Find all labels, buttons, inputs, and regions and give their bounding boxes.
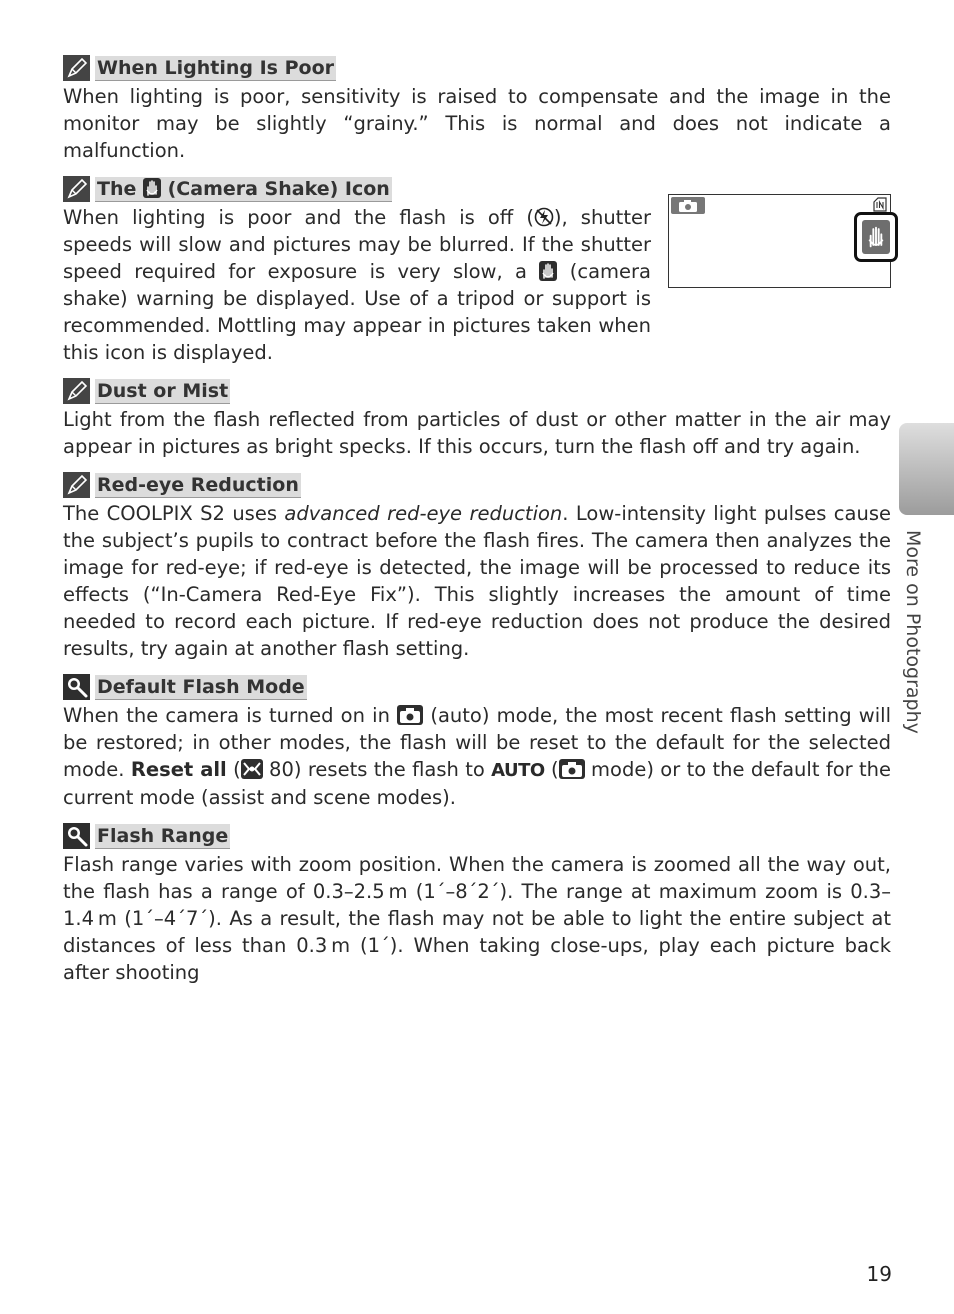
section-heading [63, 55, 891, 81]
chapter-label: More on Photography [902, 530, 924, 734]
page-reference-icon [241, 759, 263, 779]
camera-mode-icon [671, 197, 705, 214]
section-title: Dust or Mist [97, 379, 229, 402]
section-title: When Lighting Is Poor [97, 56, 334, 79]
monitor-illustration [668, 194, 891, 288]
section-default-flash [63, 674, 891, 811]
auto-mode-camera-icon [559, 759, 585, 779]
section-title: Red-eye Reduction [97, 473, 299, 496]
section-body: The COOLPIX S2 uses advanced red-eye reduction. Low-intensity light pulses cause the subject’s pupils to contract before the flash fires. The camera then analyzes the image for red-eye; if red-eye is detected, the image will be processed to reduce its effects (“In-Camera Red-Eye Fix”). This slightly increases the amount of time needed to record each picture. If red-eye reduction does not produce the desired results, try again at another flash setting. [63, 502, 891, 660]
page-number: 19 [866, 1262, 892, 1286]
section-heading [63, 823, 891, 849]
camera-shake-icon [143, 178, 161, 198]
section-body: When lighting is poor, sensitivity is raised to compensate and the image in the monitor may be slightly “grainy.” This is normal and does not indicate a malfunction. [63, 85, 891, 162]
internal-memory-icon [871, 197, 888, 212]
section-heading [63, 378, 891, 404]
pencil-note-icon [63, 378, 90, 404]
pencil-note-icon [63, 176, 90, 202]
camera-shake-warning-highlight [854, 212, 898, 262]
section-body: When the camera is turned on in (auto) mode, the most recent flash setting will be restored; in other modes, the flash will be reset to the default for the selected mode. Reset all ( 80) resets the flash to AUTO ( mode) or to the default for the current mode (assist and scene modes). [63, 704, 892, 809]
section-body: When lighting is poor and the flash is off ( ), shutter speeds will slow and pictures may be blurred. If the shutter speed required for exposure is very slow, a (camera shake) warning be displayed. Use of a tripod or support is recommended. Mottling may appear in pictures taken when this icon is displayed. [63, 206, 651, 364]
auto-mode-camera-icon [397, 705, 423, 725]
section-body: Flash range varies with zoom position. When the camera is zoomed all the way out, the flash has a range of 0.3–2.5 m (1´–8´2´). The range at maximum zoom is 0.3–1.4 m (1´–4´7´). As a result, the flash may not be able to light the entire subject at distances of less than 0.3 m (1´). When taking close-ups, play each picture back after shooting [63, 853, 891, 984]
magnifier-note-icon [63, 823, 90, 849]
section-title: Default Flash Mode [97, 675, 305, 698]
section-red-eye [63, 472, 891, 662]
section-poor-lighting [63, 55, 891, 164]
section-heading [63, 472, 891, 498]
section-flash-range [63, 823, 891, 986]
section-dust [63, 378, 891, 460]
camera-shake-icon [539, 261, 557, 281]
magnifier-note-icon [63, 674, 90, 700]
pencil-note-icon [63, 55, 90, 81]
section-title: Flash Range [97, 824, 229, 847]
section-body: Light from the flash reflected from particles of dust or other matter in the air may appear in pictures as bright specks. If this occurs, turn the flash off and try again. [63, 408, 891, 458]
section-heading [63, 674, 891, 700]
section-title: The (Camera Shake) Icon [97, 177, 390, 200]
flash-off-icon [534, 207, 554, 227]
chapter-tab [899, 423, 954, 515]
camera-shake-icon [862, 220, 890, 254]
pencil-note-icon [63, 472, 90, 498]
page-content [63, 55, 891, 998]
